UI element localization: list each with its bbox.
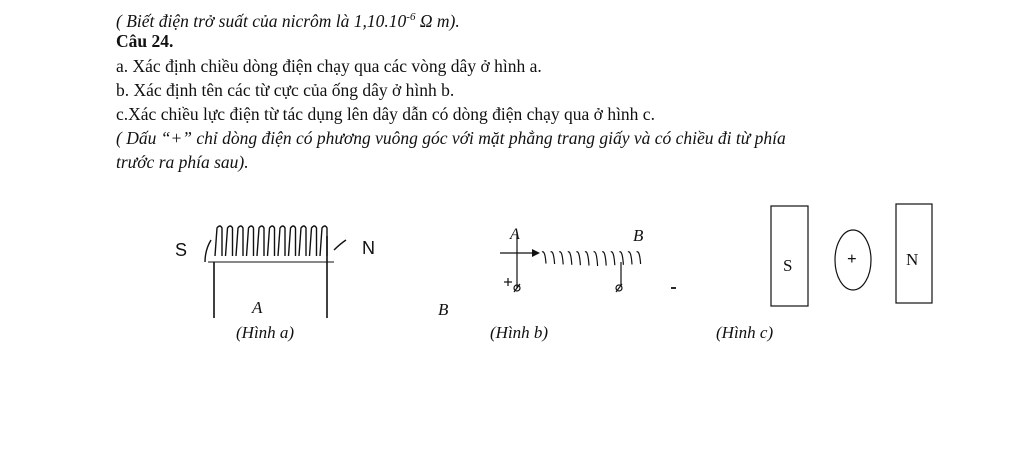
coil-loop — [637, 252, 641, 264]
magnet-s-label: S — [783, 256, 793, 275]
coil-loop — [310, 226, 317, 256]
coil-loop — [257, 226, 264, 256]
coil-loop — [226, 226, 233, 256]
current-arrow-icon — [532, 249, 540, 257]
resistivity-text: ( Biết điện trở suất của nicrôm là 1,10.10 — [116, 10, 407, 31]
conductor-plus-label: + — [847, 249, 857, 268]
coil-loop — [268, 226, 275, 256]
coil-loop — [628, 252, 632, 265]
coil-loop — [542, 252, 546, 264]
coil-loop — [576, 252, 580, 265]
question-a: a. Xác định chiều dòng điện chạy qua các vòng dây ở hình a. — [116, 56, 542, 76]
figure-b-caption: (Hình b) — [490, 323, 549, 342]
coil-loop — [289, 226, 296, 256]
figure-b-label-a: A — [510, 226, 520, 243]
solenoid-b-coils — [542, 252, 641, 266]
figure-a-caption: (Hình a) — [236, 323, 295, 342]
coil-loop — [585, 252, 589, 266]
coil-loop — [611, 252, 615, 265]
coil-loop — [278, 226, 285, 256]
figure-a-label-a: A — [252, 298, 263, 317]
magnet-n-label: N — [906, 250, 919, 269]
coil-loop — [559, 252, 563, 265]
coil-loop — [602, 252, 606, 266]
coil-loop — [594, 252, 598, 266]
solenoid-right-end — [334, 240, 346, 250]
question-c: c.Xác chiều lực điện từ tác dụng lên dây dẫn có dòng điện chạy qua ở hình c. — [116, 104, 655, 124]
figure-a-label-b: B — [438, 300, 449, 319]
note-line-1: ( Dấu “+” chỉ dòng điện có phương vuông góc với mặt phẳng trang giấy và có chiều đi từ phía — [116, 128, 786, 148]
figure-b-solenoid — [500, 232, 676, 292]
coil-loop — [247, 226, 254, 256]
figure-c-caption: (Hình c) — [716, 323, 774, 342]
resistivity-exponent: -6 — [406, 11, 416, 23]
coil-loop — [320, 226, 327, 256]
figure-a-solenoid — [205, 226, 346, 318]
solenoid-coils — [215, 226, 327, 256]
coil-loop — [236, 226, 243, 256]
figure-a-pole-n: N — [362, 238, 375, 258]
resistivity-unit: Ω m). — [415, 10, 460, 31]
coil-loop — [568, 252, 572, 265]
question-title: Câu 24. — [116, 31, 174, 51]
figure-b-label-b: B — [633, 226, 644, 245]
coil-loop — [551, 252, 555, 264]
figure-a-pole-s: S — [175, 240, 188, 260]
question-b: b. Xác định tên các từ cực của ống dây ở hình b. — [116, 80, 455, 100]
note-line-2: trước ra phía sau). — [116, 152, 249, 172]
coil-loop — [299, 226, 306, 256]
solenoid-left-end — [205, 240, 211, 262]
coil-loop — [215, 226, 222, 256]
